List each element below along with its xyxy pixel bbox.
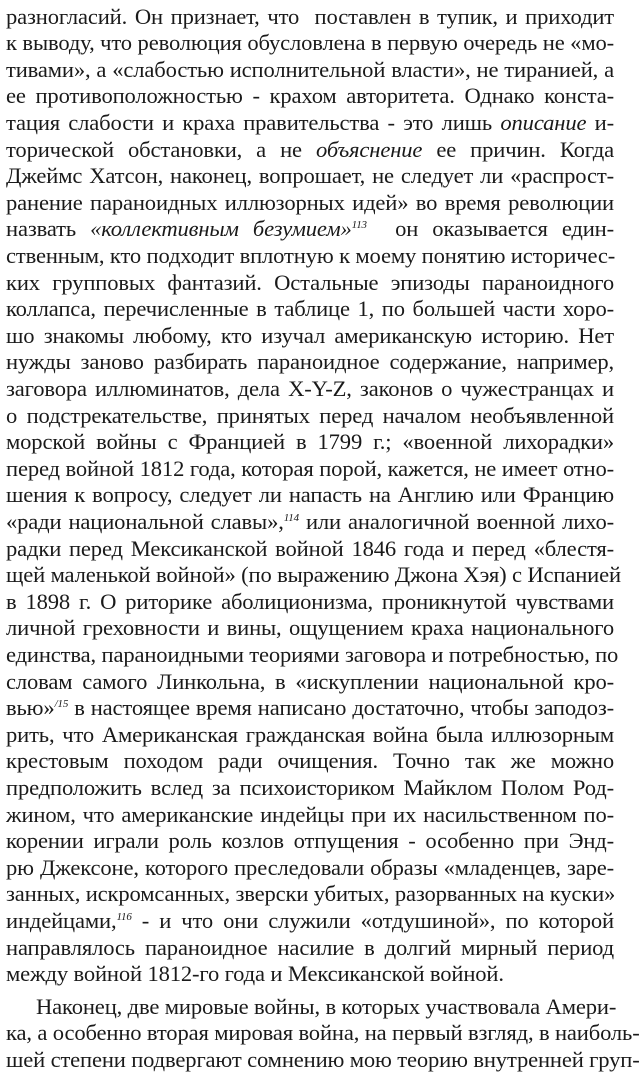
text-line: [6, 509, 614, 536]
text-line: [6, 828, 614, 855]
italic-text: «коллективным безумием»: [90, 216, 352, 242]
italic-text: описание: [500, 109, 587, 135]
text-segment: ственным, кто подходит вплотную к моему понятию историчес-: [6, 242, 616, 268]
text-line: [6, 243, 614, 270]
text-line: [6, 802, 614, 829]
text-segment: коллапса, перечисленные в таблице 1, по большей части хоро-: [6, 296, 614, 322]
text-line: [6, 881, 614, 908]
text-segment: назвать: [6, 216, 91, 242]
text-line: [6, 993, 617, 1021]
text-line: [6, 163, 614, 190]
text-segment: рю Джексоне, которого преследовали образы «младенцев, заре-: [6, 854, 614, 880]
text-line: [6, 429, 614, 456]
text-segment: корении играли роль козлов отпущения - особенно при Энд-: [6, 828, 614, 854]
text-line: [6, 57, 614, 84]
text-segment: тивами», а «слабостью исполнительной власти», не тиранией, а: [6, 56, 614, 82]
text-segment: вью»: [6, 695, 55, 721]
text-line: [6, 589, 614, 616]
text-segment: заговора иллюминатов, дела X-Y-Z, законов о чужестранцах и: [6, 375, 614, 401]
text-segment: предположить вслед за психоисториком Майклом Полом Род-: [6, 774, 614, 800]
footnote-ref: 113: [351, 219, 367, 232]
text-line: [6, 908, 614, 935]
text-segment: крестовым походом ради очищения. Точно так же можно: [6, 748, 614, 774]
text-line: [6, 403, 614, 430]
text-segment: Наконец, две мировые войны, в которых участвовала Амери-: [36, 993, 617, 1019]
text-line: [6, 722, 614, 749]
text-segment: словам самого Линкольна, в «искуплении национальной кро-: [6, 668, 614, 694]
text-line: [6, 190, 614, 217]
text-line: [6, 4, 614, 31]
text-segment: торической обстановки, а не: [6, 136, 316, 162]
text-segment: ее причин. Когда: [422, 136, 614, 162]
text-line: [6, 137, 614, 164]
text-line: [6, 110, 614, 137]
text-segment: между войной 1812-го года и Мексиканской войной.: [6, 961, 504, 987]
text-segment: тация слабости и краха правительства - это лишь: [6, 109, 501, 135]
italic-text: объяснение: [315, 136, 423, 162]
text-line: [6, 1020, 640, 1047]
text-line: [6, 216, 614, 243]
text-line: [6, 935, 614, 962]
text-segment: Джеймс Хатсон, наконец, вопрошает, не следует ли «распрост-: [6, 163, 614, 189]
text-line: [6, 748, 614, 775]
text-segment: радки перед Мексиканской войной 1846 года и перед «блестя-: [6, 535, 614, 561]
text-line: [6, 641, 619, 669]
text-segment: к выводу, что революция обусловлена в первую очередь не «мо-: [6, 30, 614, 56]
text-line: [6, 536, 614, 563]
text-line: [6, 376, 614, 403]
footnote-ref: 116: [116, 910, 132, 923]
text-line: [6, 775, 614, 802]
text-segment: «ради национальной славы»,: [6, 508, 284, 534]
footnote-ref: 114: [283, 511, 299, 524]
text-line: [6, 323, 614, 350]
text-segment: разногласий. Он признает, что поставлен в тупик, и приходит: [6, 3, 614, 29]
text-line: [6, 83, 614, 110]
text-segment: в настоящее время написано достаточно, чтобы заподоз-: [68, 695, 614, 721]
text-segment: морской войны с Францией в 1799 г.; «военной лихорадки»: [6, 429, 614, 455]
text-segment: в 1898 г. О риторике аболиционизма, проникнутой чувствами: [6, 588, 614, 614]
text-segment: о подстрекательстве, принятых перед началом необъявленной: [6, 402, 614, 428]
text-segment: единства, параноидными теориями заговора и потребностью, по: [6, 641, 619, 667]
text-line: [6, 482, 614, 509]
text-line: [6, 270, 614, 297]
text-line: [6, 30, 614, 57]
text-segment: личной греховности и вины, ощущением краха национального: [6, 615, 614, 641]
text-segment: жином, что американские индейцы при их насильственном по-: [6, 801, 614, 827]
text-segment: ее противоположностью - крахом авторитета. Однако конста-: [6, 83, 614, 109]
text-segment: рить, что Американская гражданская война была иллюзорным: [6, 721, 614, 747]
text-line: [6, 615, 614, 642]
text-segment: шей степени подвергают сомнению мою теорию внутренней груп-: [6, 1046, 640, 1072]
text-segment: ка, а особенно вторая мировая война, на первый взгляд, в наиболь-: [6, 1020, 640, 1046]
text-segment: или аналогичной военной лихо-: [298, 508, 614, 534]
text-line: [6, 349, 614, 376]
text-segment: шо знакомы любому, кто изучал американскую историю. Нет: [6, 322, 614, 348]
text-segment: ранение параноидных иллюзорных идей» во время революции: [6, 189, 614, 215]
text-line: [6, 669, 614, 696]
text-line: [6, 1046, 640, 1073]
text-segment: перед войной 1812 года, которая порой, кажется, не имеет отно-: [6, 455, 614, 481]
text-segment: и-: [586, 109, 614, 135]
text-line: [6, 296, 614, 323]
text-segment: - и что они служили «отдушиной», по которой: [131, 907, 614, 933]
text-line: [6, 855, 614, 882]
text-segment: нужды заново разбирать параноидное содержание, например,: [6, 349, 614, 375]
text-segment: он оказывается един-: [366, 216, 614, 242]
text-line: [6, 562, 621, 589]
footnote-ref: /15: [54, 698, 69, 711]
text-segment: индейцами,: [6, 907, 117, 933]
text-segment: щей маленькой войной» (по выражению Джона Хэя) с Испанией: [6, 562, 621, 588]
text-segment: шения к вопросу, следует ли напасть на Англию или Францию: [6, 482, 614, 508]
text-line: [6, 695, 614, 722]
text-segment: направлялось параноидное насилие в долгий мирный период: [6, 934, 614, 960]
text-line: [6, 961, 614, 988]
text-segment: ких групповых фантазий. Остальные эпизоды параноидного: [6, 269, 614, 295]
text-segment: занных, искромсанных, зверски убитых, разорванных на куски»: [6, 881, 616, 907]
book-page: [6, 0, 640, 1072]
text-line: [6, 456, 614, 483]
